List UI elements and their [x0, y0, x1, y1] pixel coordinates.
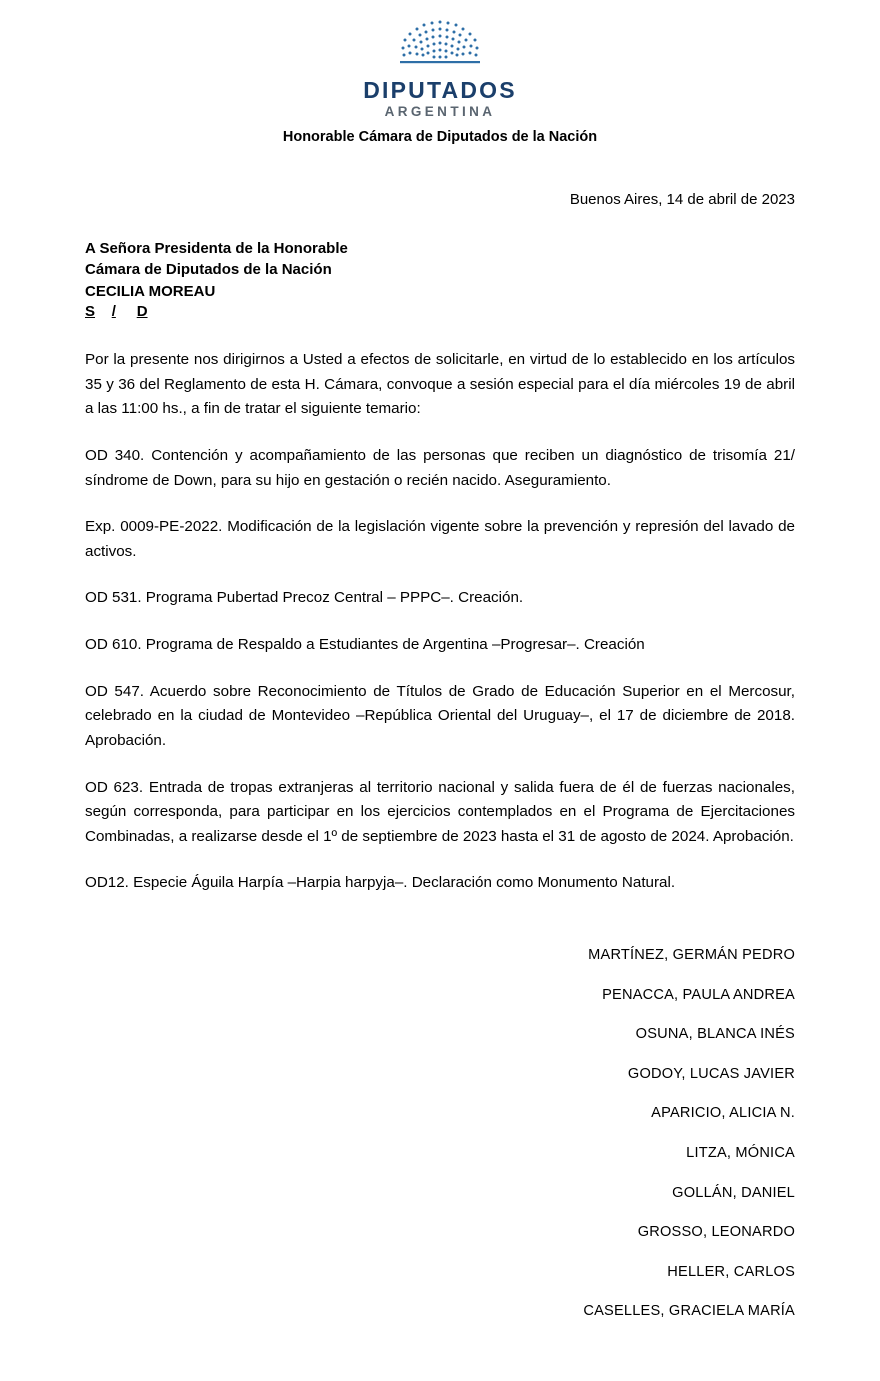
- addressee-line-2: Cámara de Diputados de la Nación: [85, 261, 332, 279]
- document-header: [85, 14, 795, 145]
- paragraph: OD 340. Contención y acompañamiento de las personas que reciben un diagnóstico de trisomía 21/ síndrome de Down, para su hijo en gestación o recién nacido. Aseguramiento.: [85, 446, 795, 489]
- addressee-block: [85, 238, 795, 302]
- paragraph: Exp. 0009-PE-2022. Modificación de la legislación vigente sobre la prevención y represión del lavado de activos.: [85, 518, 795, 560]
- paragraph: OD12. Especie Águila Harpía –Harpia harpyja–. Declaración como Monumento Natural.: [85, 874, 676, 892]
- paragraph: Por la presente nos dirigirnos a Usted a efectos de solicitarle, en virtud de lo establecido en los artículos 35 y 36 del Reglamento de esta H. Cámara, convoque a sesión especial para el día miércoles 19 de abril a las 11:00 hs., a fin de tratar el siguiente temario:: [85, 351, 795, 418]
- paragraph: OD 610. Programa de Respaldo a Estudiantes de Argentina –Progresar–. Creación: [85, 636, 645, 654]
- congress-fan-logo-icon: [380, 14, 500, 76]
- dateline: Buenos Aires, 14 de abril de 2023: [569, 191, 795, 209]
- sd-d: D: [136, 303, 148, 321]
- signature-item: CASELLES, GRACIELA MARÍA: [583, 1303, 795, 1320]
- signature-item: HELLER, CARLOS: [667, 1263, 795, 1280]
- sd-slash: /: [111, 303, 116, 321]
- logo-block: [85, 14, 795, 119]
- signature-item: GODOY, LUCAS JAVIER: [627, 1065, 795, 1082]
- paragraph: OD 623. Entrada de tropas extranjeras al territorio nacional y salida fuera de él de fuerzas nacionales, según corresponda, para participar en los ejercicios contemplados en el Programa de Ejercitaciones Combinadas, a realizarse desde el 1º de septiembre de 2023 hasta el 31 de agosto de 2024. Aprobación.: [85, 778, 795, 845]
- signature-item: OSUNA, BLANCA INÉS: [635, 1026, 795, 1043]
- logo-title: DIPUTADOS: [363, 77, 517, 103]
- signature-item: GOLLÁN, DANIEL: [672, 1184, 795, 1201]
- sd-line: [85, 303, 795, 320]
- paragraph: OD 547. Acuerdo sobre Reconocimiento de Títulos de Grado de Educación Superior en el Mercosur, celebrado en la ciudad de Montevideo –República Oriental del Uruguay–, el 17 de diciembre de 2018. Aprobación.: [85, 682, 795, 749]
- addressee-line-1: A Señora Presidenta de la Honorable: [85, 240, 348, 258]
- signature-item: APARICIO, ALICIA N.: [651, 1105, 795, 1122]
- sd-s: S: [85, 303, 96, 321]
- signature-list: [85, 948, 795, 1319]
- addressee-name: CECILIA MOREAU: [85, 282, 216, 300]
- logo-subtitle: ARGENTINA: [384, 104, 496, 120]
- paragraph: OD 531. Programa Pubertad Precoz Central – PPPC–. Creación.: [85, 589, 524, 607]
- signature-item: GROSSO, LEONARDO: [637, 1224, 795, 1241]
- letter-body: [85, 348, 795, 896]
- organization-name: Honorable Cámara de Diputados de la Nación: [282, 129, 598, 146]
- signature-item: LITZA, MÓNICA: [686, 1145, 795, 1161]
- signature-item: MARTÍNEZ, GERMÁN PEDRO: [588, 947, 795, 964]
- signature-item: PENACCA, PAULA ANDREA: [602, 986, 795, 1003]
